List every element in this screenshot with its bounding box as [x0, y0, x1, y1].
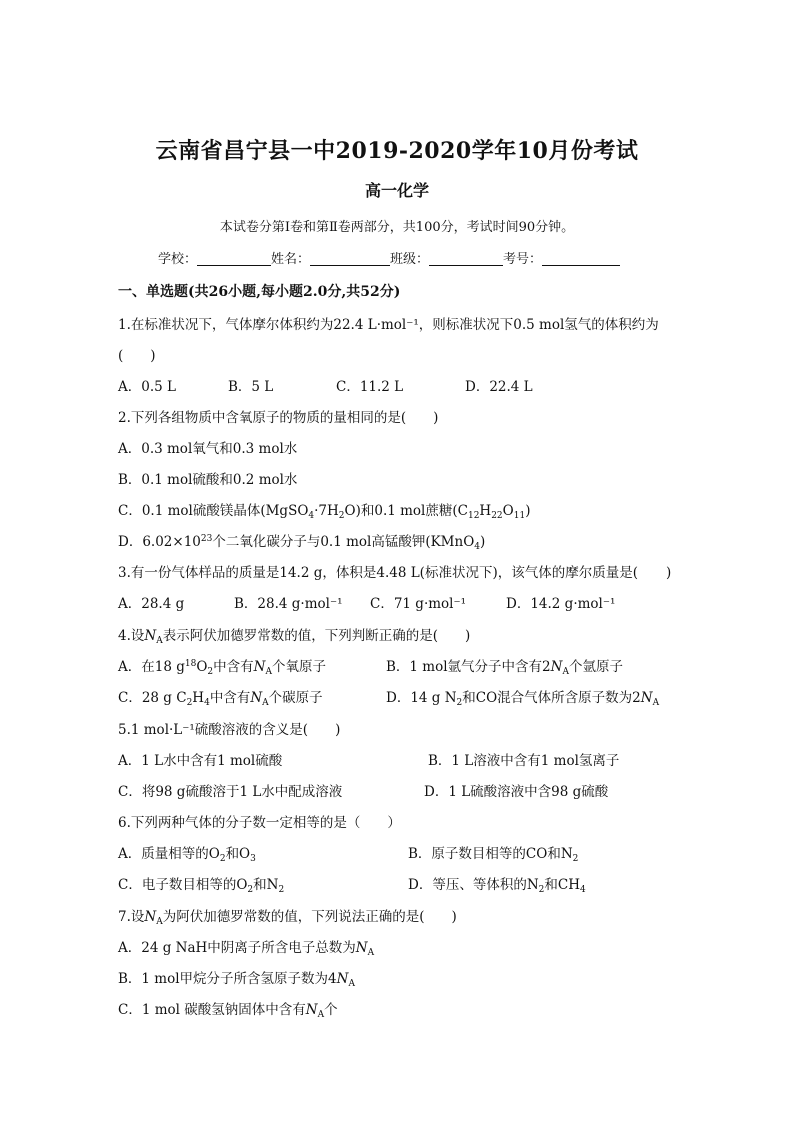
exam-number-label: 考号：: [503, 252, 543, 267]
q2-stem: 2.下列各组物质中含氧原子的物质的量相同的是( ): [118, 410, 439, 426]
q7-stem: 7.设$N_A$为阿伏加德罗常数的值，下列说法正确的是( ): [118, 909, 457, 927]
q6-option-b: B．原子数目相等的CO和$N_2$: [408, 846, 579, 864]
q4-stem: 4.设$N_A$表示阿伏加德罗常数的值，下列判断正确的是( ): [118, 628, 471, 646]
q5-option-c: C．将98 g硫酸溶于1 L水中配成溶液: [118, 784, 343, 800]
q7-option-b: B．1 mol甲烷分子所含氢原子数为$4N_A$: [118, 971, 355, 989]
q3-option-c: C．71 g·mol⁻¹: [370, 596, 467, 612]
q2-option-a: A．0.3 mol氧气和0.3 mol水: [118, 441, 298, 457]
q1-option-c: C．11.2 L: [336, 379, 404, 395]
q3-stem: 3.有一份气体样品的质量是14.2 g，体积是4.48 L(标准状况下)，该气体的摩尔质量是( ): [118, 565, 672, 581]
q2-option-c: C．0.1 mol硫酸镁晶体$(MgSO_4\cdot 7H_2O)$和0.1 mol蔗糖$(C_{12}H_{22}O_{11})$: [118, 503, 531, 521]
q4-option-c: C．28 g $C_2H_4$中含有$N_A$个碳原子: [118, 690, 323, 708]
q1-stem: 1.在标准状况下，气体摩尔体积约为22.4 L·mol⁻¹，则标准状况下0.5 mol氢气的体积约为: [118, 317, 659, 333]
q4-option-a: A．在18 $g^{18}O_2$中含有$N_A$个氧原子: [118, 659, 326, 677]
q4-option-b: B．1 mol氩气分子中含有$2N_A$个氩原子: [386, 659, 623, 677]
school-label: 学校：: [158, 252, 198, 267]
q1-option-a: A．0.5 L: [118, 379, 176, 395]
student-info-fields: [158, 248, 620, 267]
name-blank[interactable]: [310, 251, 390, 266]
q5-option-b: B．1 L溶液中含有1 mol氢离子: [428, 753, 620, 769]
q2-option-d: D．$6.02\times 10^{23}$个二氧化碳分子与0.1 mol高锰酸钾(KMnO$_4$): [118, 534, 486, 552]
q1-option-b: B．5 L: [228, 379, 274, 395]
q2-option-b: B．0.1 mol硫酸和0.2 mol水: [118, 472, 298, 488]
class-label: 班级：: [390, 252, 430, 267]
q6-stem: 6.下列两种气体的分子数一定相等的是（ ）: [118, 815, 401, 831]
exam-number-blank[interactable]: [542, 251, 620, 266]
q1-option-d: D．22.4 L: [465, 379, 533, 395]
school-blank[interactable]: [197, 251, 271, 266]
class-blank[interactable]: [429, 251, 503, 266]
exam-info: 本试卷分第Ⅰ卷和第Ⅱ卷两部分，共100分，考试时间90分钟。: [219, 220, 575, 235]
q6-option-a: A．质量相等的$O_2$和$O_3$: [118, 846, 256, 864]
exam-subtitle: 高一化学: [364, 181, 429, 200]
exam-title: 云南省昌宁县一中2019-2020学年10月份考试: [155, 138, 639, 164]
q5-option-a: A．1 L水中含有1 mol硫酸: [118, 753, 283, 769]
q1-paren: ( ): [118, 348, 156, 364]
q7-option-c: C．1 mol 碳酸氢钠固体中含有$N_A$个: [118, 1002, 338, 1020]
q3-option-d: D．14.2 g·mol⁻¹: [506, 596, 616, 612]
q5-stem: 5.1 mol·L⁻¹硫酸溶液的含义是( ): [118, 722, 341, 738]
name-label: 姓名：: [271, 252, 311, 267]
q6-option-d: D．等压、等体积的$N_2$和$CH_4$: [408, 877, 586, 895]
q4-option-d: D．14 g $N_2$和CO混合气体所含原子数为$2N_A$: [386, 690, 660, 708]
q6-option-c: C．电子数目相等的$O_2$和$N_2$: [118, 877, 285, 895]
section-heading: 一、单选题(共26小题,每小题2.0分,共52分): [118, 284, 401, 300]
q3-option-b: B．28.4 g·mol⁻¹: [234, 596, 343, 612]
q7-option-a: A．24 g NaH中阴离子所含电子总数为$N_A$: [118, 940, 375, 958]
q5-option-d: D．1 L硫酸溶液中含98 g硫酸: [424, 784, 609, 800]
q3-option-a: A．28.4 g: [118, 596, 185, 612]
